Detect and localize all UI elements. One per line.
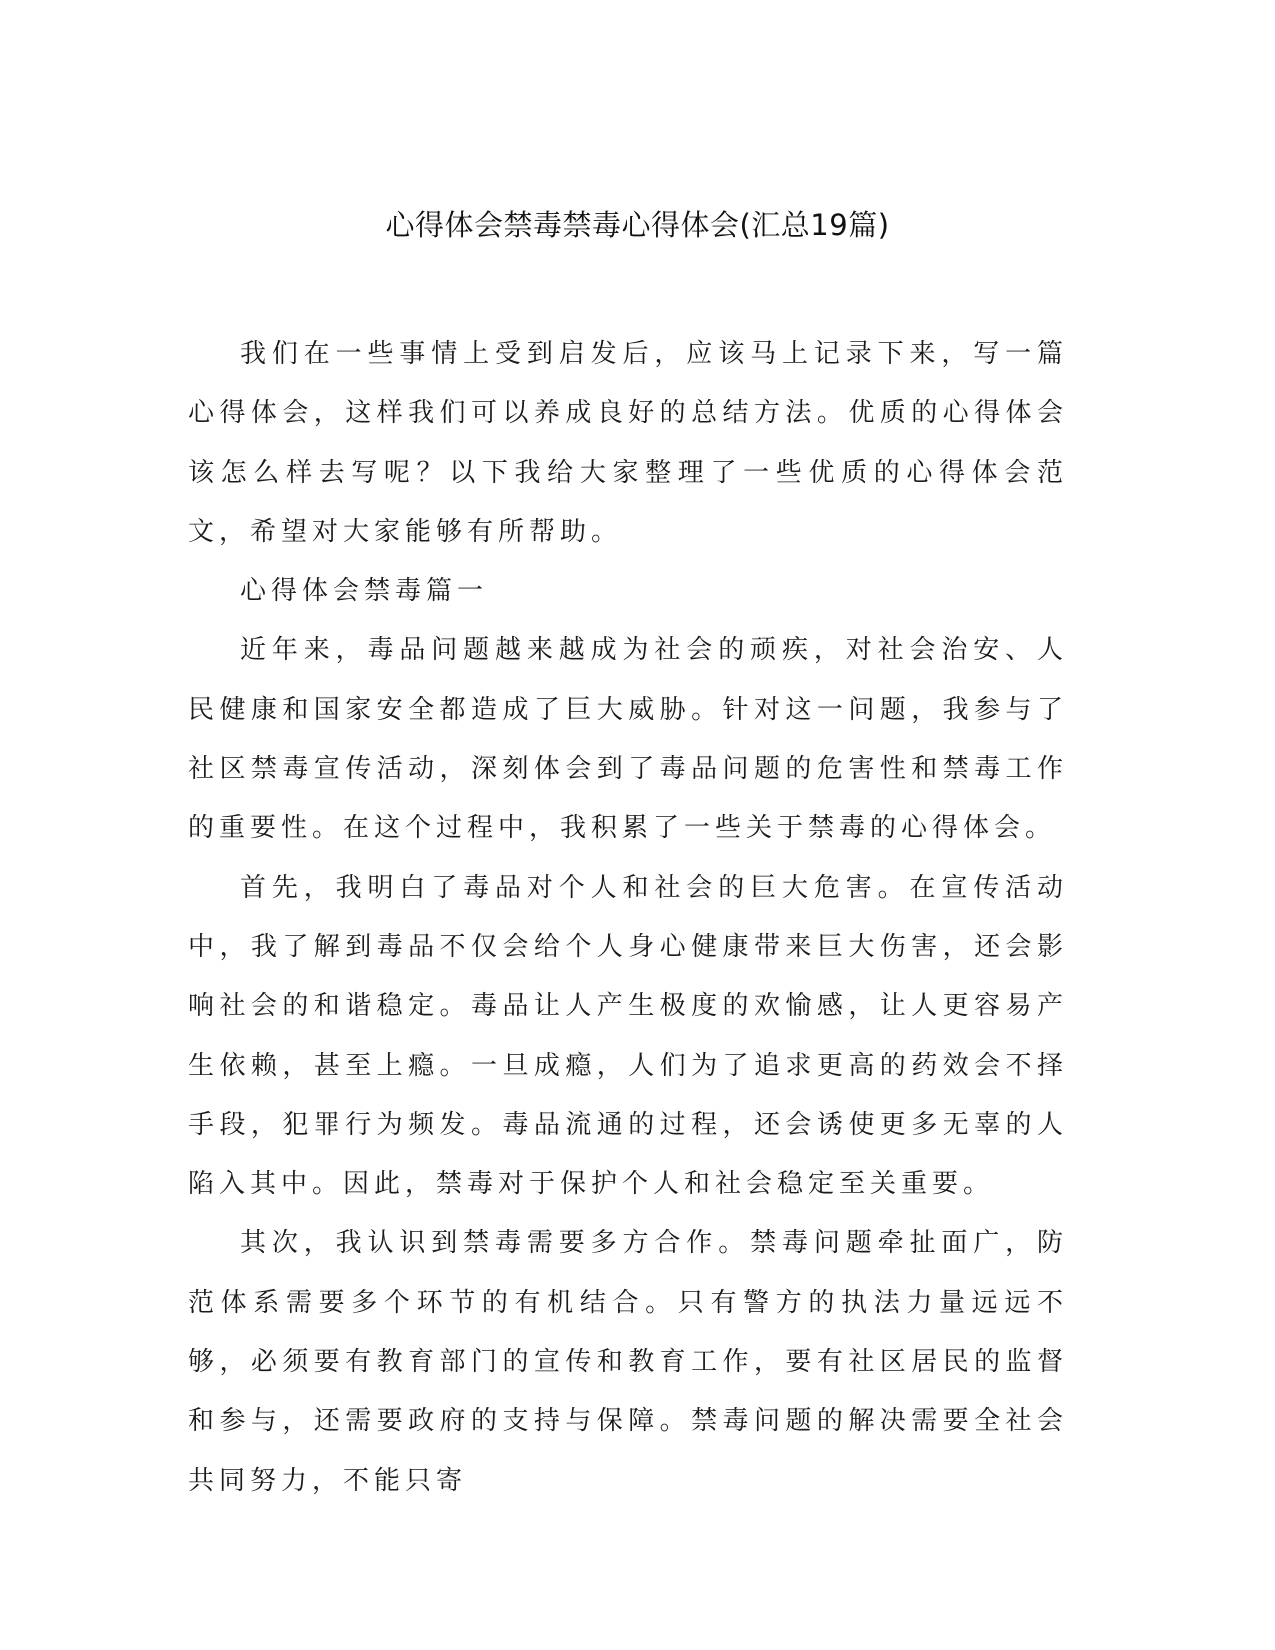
paragraph: 首先，我明白了毒品对个人和社会的巨大危害。在宣传活动中，我了解到毒品不仅会给个人身心健康带来巨大伤害，还会影响社会的和谐稳定。毒品让人产生极度的欢愉感，让人更容易产生依赖，甚至上瘾。一旦成瘾，人们为了追求更高的药效会不择手段，犯罪行为频发。毒品流通的过程，还会诱使更多无辜的人陷入其中。因此，禁毒对于保护个人和社会稳定至关重要。: [188, 872, 1068, 1200]
document-body: [188, 325, 1068, 1511]
paragraph: 其次，我认识到禁毒需要多方合作。禁毒问题牵扯面广，防范体系需要多个环节的有机结合。只有警方的执法力量远远不够，必须要有教育部门的宣传和教育工作，要有社区居民的监督和参与，还需要政府的支持与保障。禁毒问题的解决需要全社会共同努力，不能只寄: [188, 1228, 1068, 1496]
document-title: 心得体会禁毒禁毒心得体会(汇总19篇): [385, 208, 890, 242]
paragraph-intro: 我们在一些事情上受到启发后，应该马上记录下来，写一篇心得体会，这样我们可以养成良好的总结方法。优质的心得体会该怎么样去写呢？以下我给大家整理了一些优质的心得体会范文，希望对大家能够有所帮助。: [188, 339, 1068, 547]
section-heading: 心得体会禁毒篇一: [240, 576, 489, 607]
paragraph: 近年来，毒品问题越来越成为社会的顽疾，对社会治安、人民健康和国家安全都造成了巨大威胁。针对这一问题，我参与了社区禁毒宣传活动，深刻体会到了毒品问题的危害性和禁毒工作的重要性。在这个过程中，我积累了一些关于禁毒的心得体会。: [188, 635, 1068, 844]
